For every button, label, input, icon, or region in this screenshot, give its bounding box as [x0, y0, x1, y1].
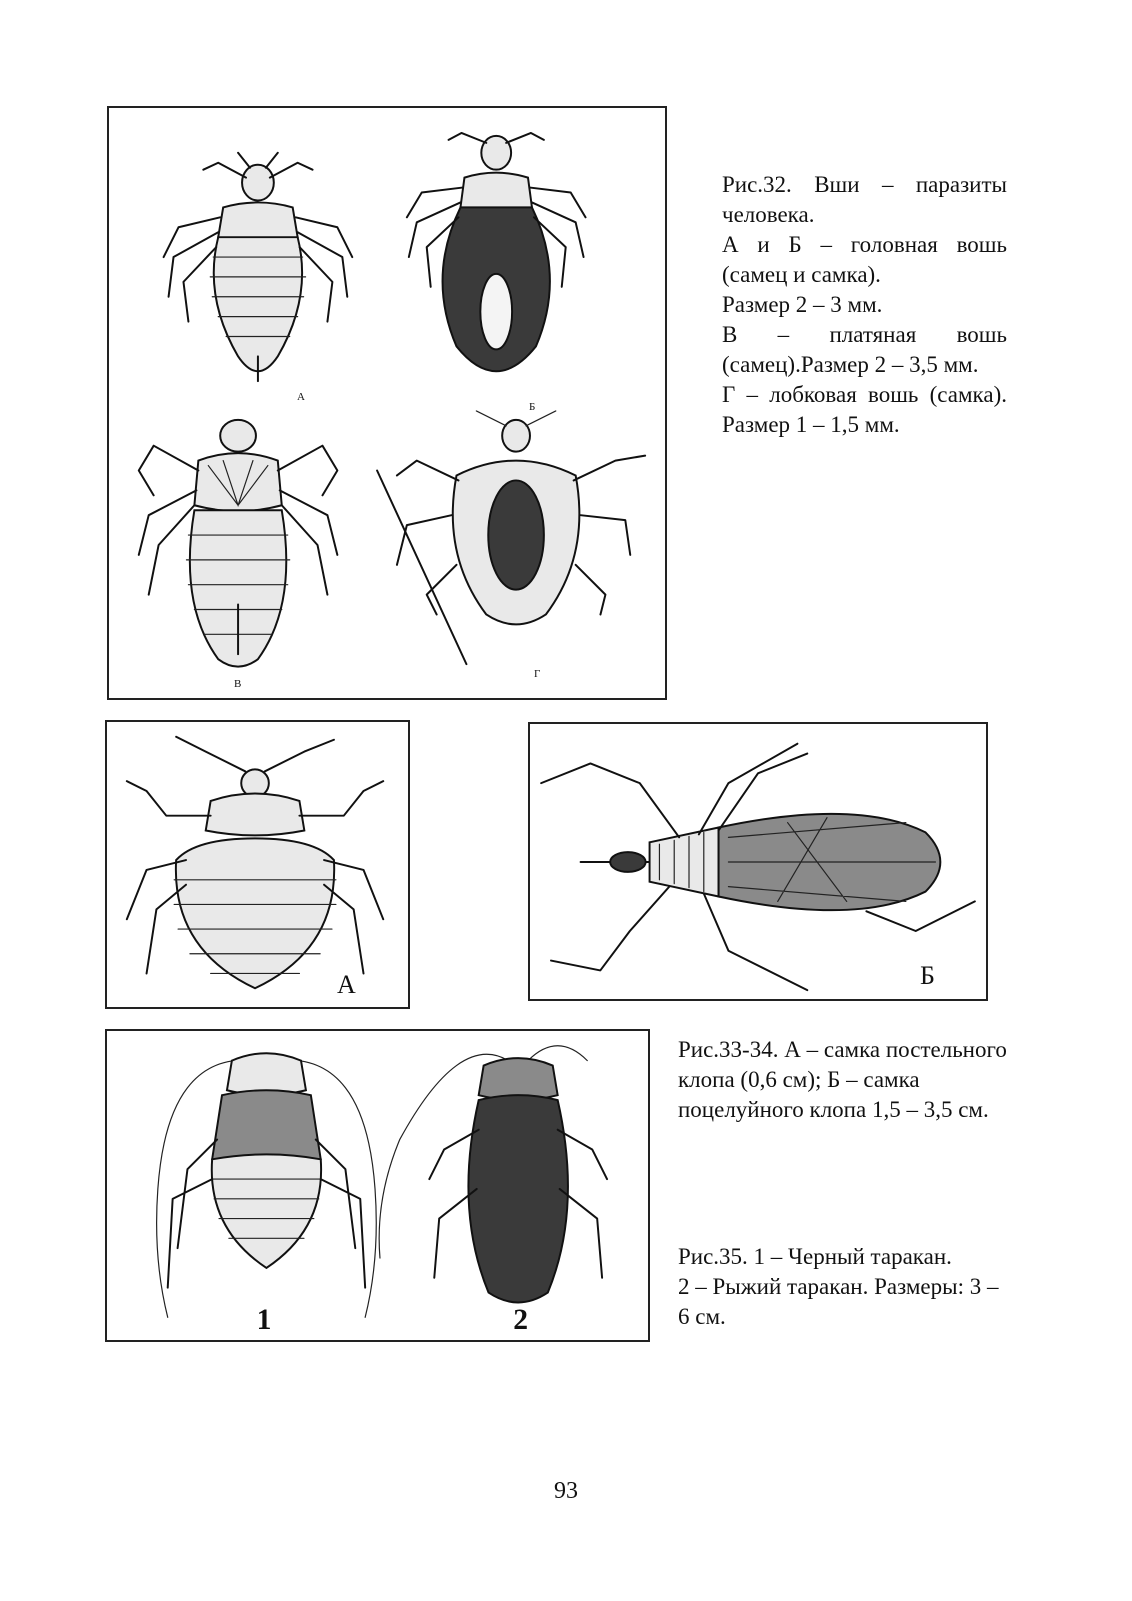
lice-figure: [107, 106, 667, 700]
black-cockroach: [157, 1053, 377, 1336]
figure-32-caption: [722, 170, 1007, 440]
louse-b: [407, 133, 586, 371]
figure-32-caption-line: А и Б – головная вошь (самец и самка).: [722, 232, 1007, 287]
louse-a: [164, 153, 353, 381]
louse-g: [377, 411, 645, 664]
lice-illustration: [109, 108, 665, 698]
panel-label-g: Г: [534, 668, 541, 680]
cockroach-number-1: 1: [256, 1304, 272, 1337]
panel-label-b: Б: [529, 401, 536, 413]
kissing-bug-figure: [528, 722, 988, 1001]
bedbug-illustration: [107, 722, 408, 1007]
kissing-bug: [541, 744, 975, 990]
kissing-bug-illustration: [530, 724, 986, 999]
bedbug-label: А: [337, 970, 356, 999]
figure-33-34-caption-text: Рис.33-34. А – самка постельного клопа (0,6 см); Б – самка поцелуйного клопа 1,5 – 3,5 см.: [678, 1037, 1007, 1122]
cockroach-figure: [105, 1029, 650, 1342]
bedbug: [127, 737, 383, 988]
panel-label-a: А: [297, 391, 305, 403]
figure-35-caption: [678, 1242, 1008, 1332]
figure-35-caption-line: 2 – Рыжий таракан. Размеры: 3 – 6 см.: [678, 1274, 999, 1329]
red-cockroach: [379, 1046, 607, 1336]
figure-32-caption-line: В – платяная вошь (самец).Размер 2 – 3,5 мм.: [722, 322, 1007, 377]
panel-label-v: В: [234, 678, 242, 690]
figure-35-caption-line: Рис.35. 1 – Черный таракан.: [678, 1244, 952, 1269]
page-number: 93: [554, 1478, 578, 1504]
cockroach-illustration: [107, 1031, 648, 1340]
kissing-bug-label: Б: [920, 961, 935, 990]
bedbug-figure: [105, 720, 410, 1009]
figure-32-caption-line: Размер 2 – 3 мм.: [722, 292, 883, 317]
figure-32-caption-line: Г – лобковая вошь (самка). Размер 1 – 1,5 мм.: [722, 382, 1007, 437]
louse-v: [139, 420, 338, 667]
cockroach-number-2: 2: [513, 1304, 529, 1337]
figure-32-caption-line: Рис.32. Вши – паразиты человека.: [722, 172, 1007, 227]
figure-33-34-caption: [678, 1035, 1013, 1125]
